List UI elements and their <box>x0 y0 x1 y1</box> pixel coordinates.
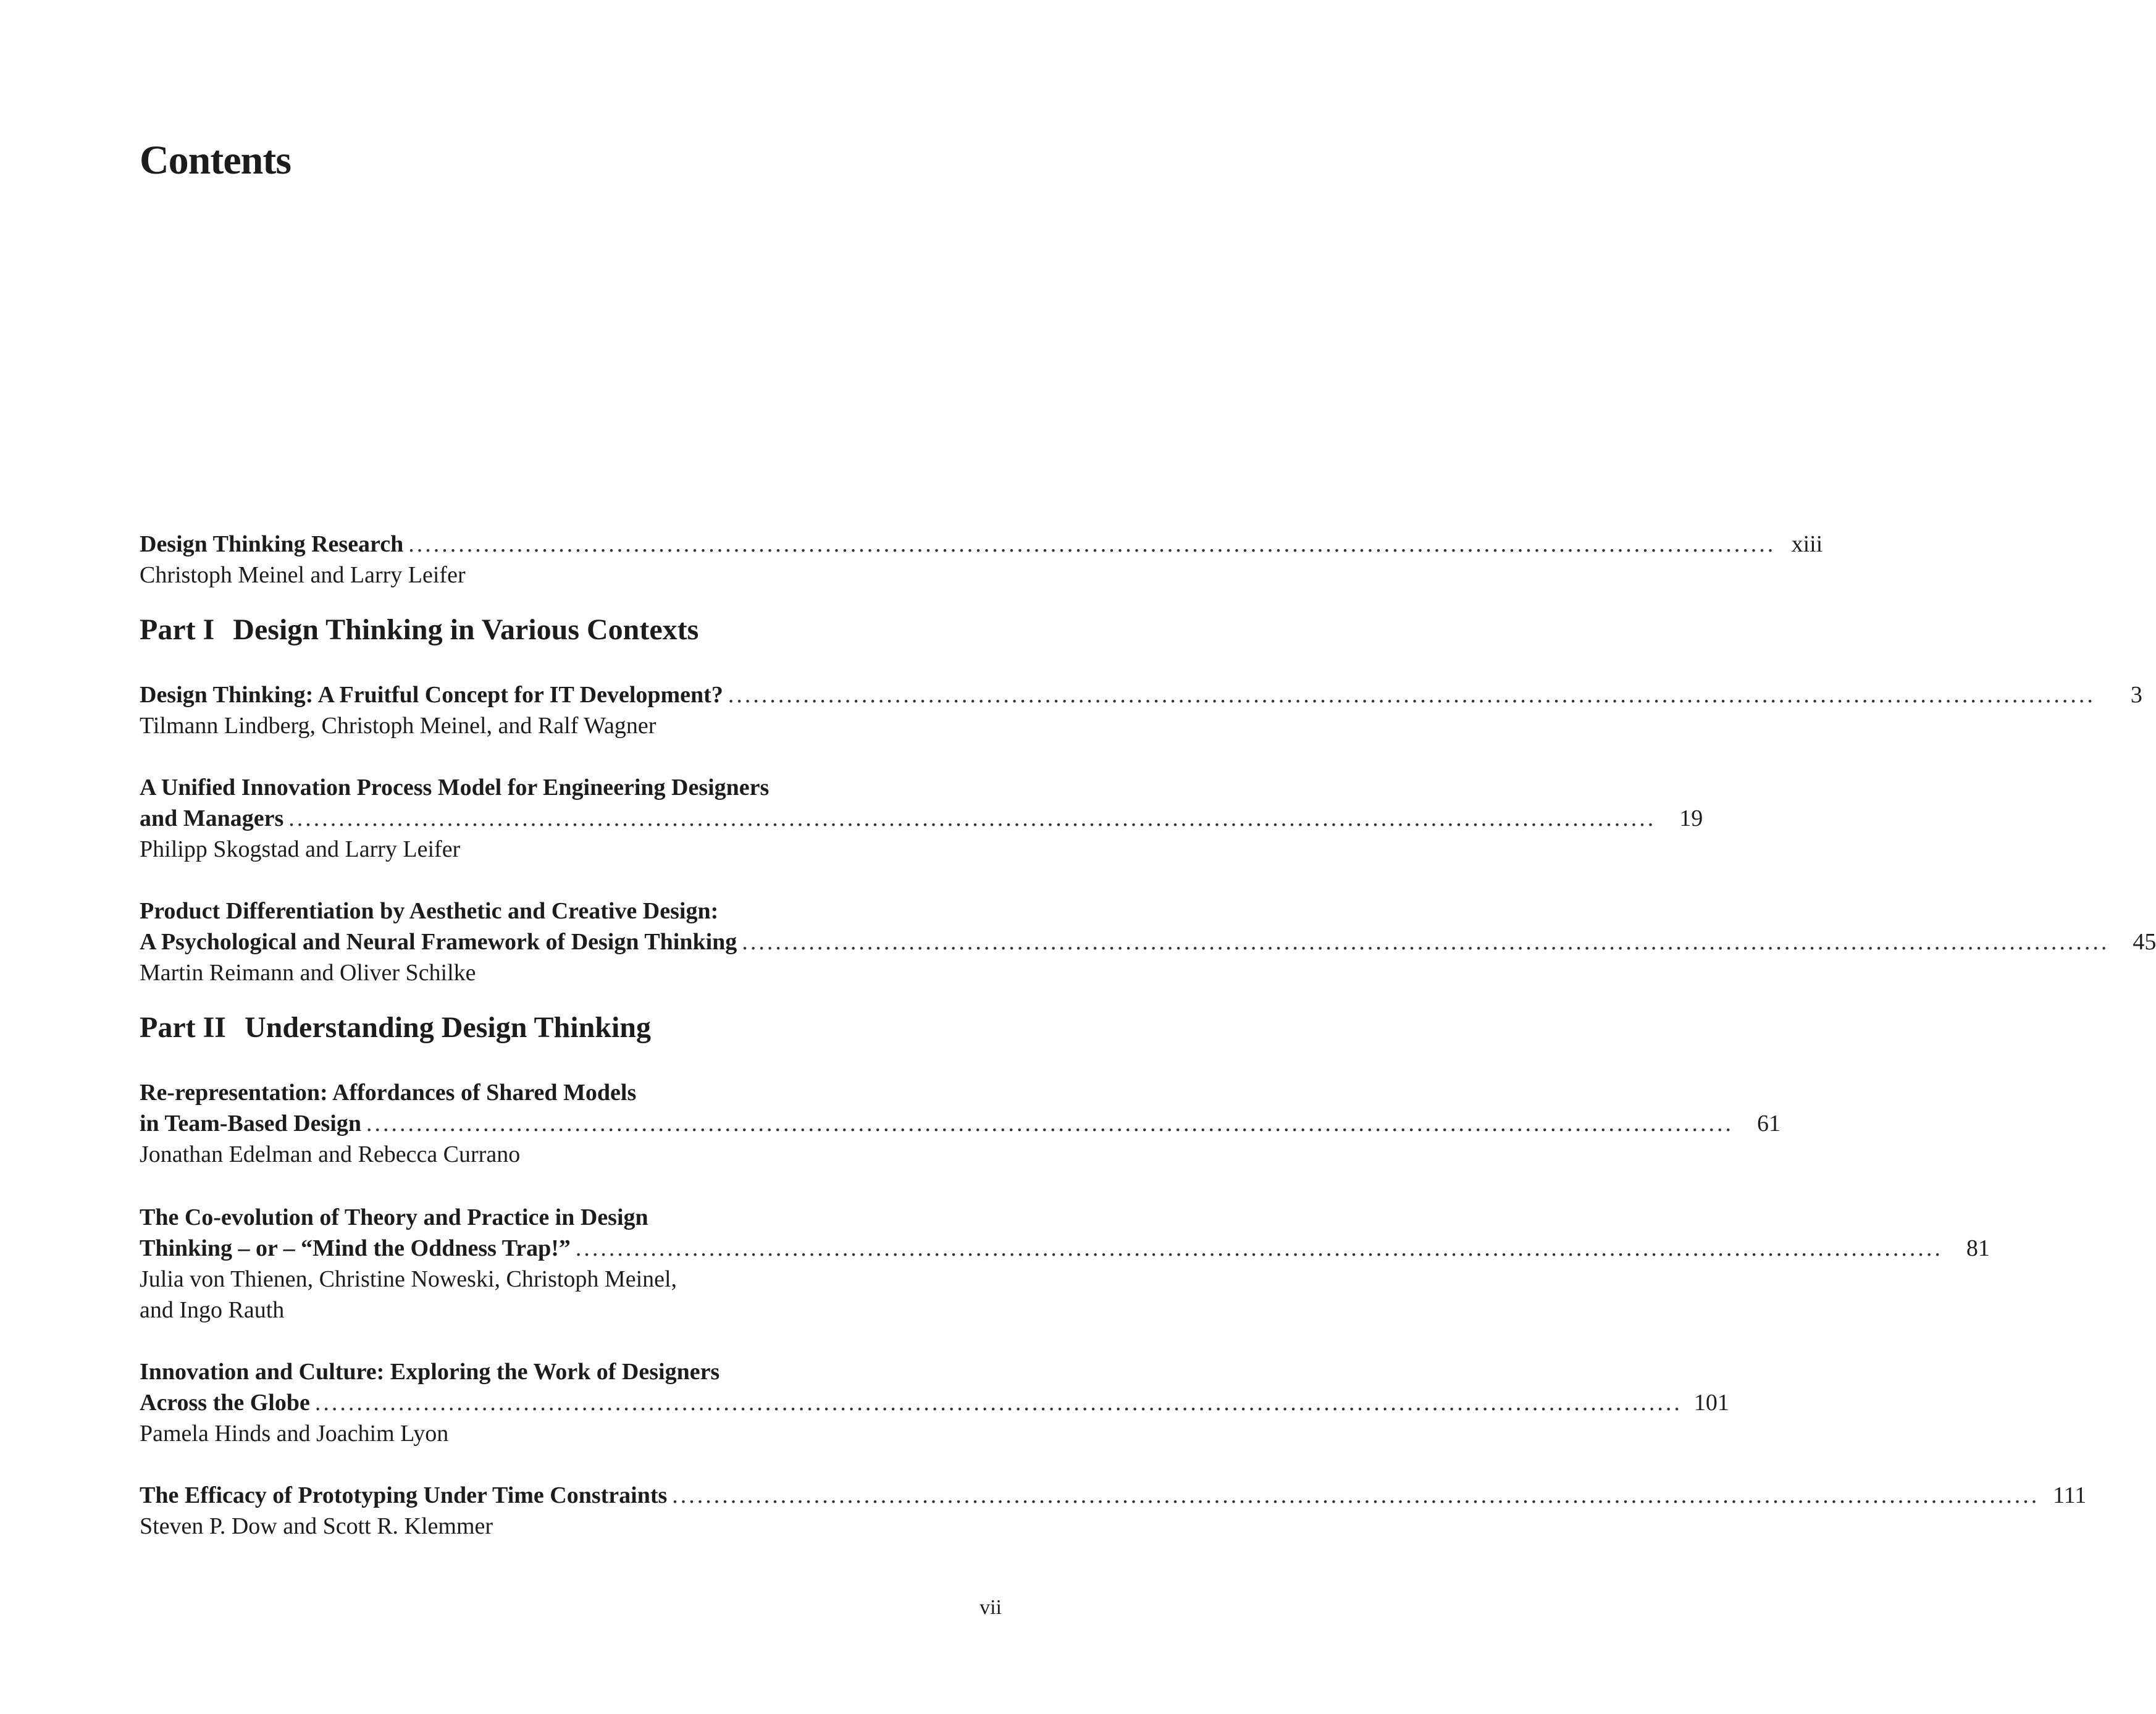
toc-title-cont: Thinking – or – “Mind the Oddness Trap!” <box>140 1235 571 1261</box>
toc-authors: Jonathan Edelman and Rebecca Currano <box>140 1141 521 1167</box>
part-title: Understanding Design Thinking <box>244 1011 651 1044</box>
toc-entry[interactable] <box>140 896 2156 988</box>
toc-title: Product Differentiation by Aesthetic and Creative Design: <box>140 898 719 924</box>
toc-authors: Martin Reimann and Oliver Schilke <box>140 960 476 986</box>
toc-title-line <box>140 926 2156 957</box>
page-title: Contents <box>140 138 292 183</box>
toc-title-line <box>140 679 2142 710</box>
toc-title: Design Thinking Research <box>140 531 404 557</box>
toc-authors: Tilmann Lindberg, Christoph Meinel, and Ralf Wagner <box>140 713 656 739</box>
toc-title-line <box>140 1108 1781 1139</box>
page-number: 61 <box>1756 1111 1781 1136</box>
toc-title-cont: in Team-Based Design <box>140 1111 361 1136</box>
toc-entry[interactable] <box>140 1356 1729 1449</box>
toc-title: Re-representation: Affordances of Shared Models <box>140 1080 637 1106</box>
toc-title-line <box>140 1077 1002 1108</box>
page-number: 81 <box>1966 1235 1990 1261</box>
toc-title-cont: A Psychological and Neural Framework of Design Thinking <box>140 929 737 955</box>
toc-title-cont: and Managers <box>140 805 284 831</box>
part-number: Part I <box>140 613 215 646</box>
toc-title-line <box>140 1356 1002 1387</box>
dot-leader: .................................................................................................................................................................... <box>672 1482 2040 1508</box>
page-number: 19 <box>1679 805 1703 831</box>
toc-authors: Pamela Hinds and Joachim Lyon <box>140 1421 449 1447</box>
toc-entry[interactable] <box>140 1202 1990 1325</box>
page-number: xiii <box>1791 531 1823 557</box>
dot-leader: .................................................................................................................................................................... <box>408 531 1776 557</box>
page-number: 111 <box>2053 1482 2087 1508</box>
toc-title: The Efficacy of Prototyping Under Time Constraints <box>140 1482 668 1508</box>
part-heading <box>140 610 1002 650</box>
toc-title-line <box>140 896 1002 926</box>
toc-title: The Co-evolution of Theory and Practice in Design <box>140 1204 648 1230</box>
toc-authors-cont: and Ingo Rauth <box>140 1297 285 1323</box>
page-number: 101 <box>1693 1390 1729 1416</box>
toc-title-line <box>140 772 1002 803</box>
dot-leader: .................................................................................................................................................................... <box>575 1235 1943 1261</box>
dot-leader: .................................................................................................................................................................... <box>314 1390 1682 1416</box>
toc-title: Innovation and Culture: Exploring the Work of Designers <box>140 1359 720 1385</box>
toc-authors: Steven P. Dow and Scott R. Klemmer <box>140 1513 493 1539</box>
part-title: Design Thinking in Various Contexts <box>233 613 699 646</box>
toc-title-line <box>140 1233 1990 1264</box>
toc-title-line <box>140 529 1823 560</box>
toc-entry[interactable] <box>140 529 1823 590</box>
dot-leader: .................................................................................................................................................................... <box>742 929 2110 955</box>
toc-authors: Philipp Skogstad and Larry Leifer <box>140 836 461 862</box>
toc-entry[interactable] <box>140 772 1703 865</box>
toc-title-line <box>140 1480 2087 1511</box>
page-number: 45 <box>2133 929 2156 955</box>
toc-entry[interactable] <box>140 1077 1781 1170</box>
toc-title: A Unified Innovation Process Model for Engineering Designers <box>140 775 770 800</box>
part-heading <box>140 1008 1002 1048</box>
toc-authors: Julia von Thienen, Christine Noweski, Christoph Meinel, <box>140 1266 677 1292</box>
toc-title-line <box>140 803 1703 834</box>
toc-title: Design Thinking: A Fruitful Concept for IT Development? <box>140 682 723 708</box>
dot-leader: .................................................................................................................................................................... <box>728 682 2095 708</box>
dot-leader: .................................................................................................................................................................... <box>288 805 1656 831</box>
toc-title-cont: Across the Globe <box>140 1390 310 1416</box>
toc-entry[interactable] <box>140 1480 2087 1542</box>
part-number: Part II <box>140 1011 226 1044</box>
dot-leader: .................................................................................................................................................................... <box>366 1111 1734 1136</box>
toc-entry[interactable] <box>140 679 2142 741</box>
page-number: 3 <box>2130 682 2142 708</box>
page-folio: vii <box>979 1596 1002 1619</box>
toc-title-line <box>140 1387 1729 1418</box>
toc-title-line <box>140 1202 1002 1233</box>
toc-authors: Christoph Meinel and Larry Leifer <box>140 562 466 588</box>
